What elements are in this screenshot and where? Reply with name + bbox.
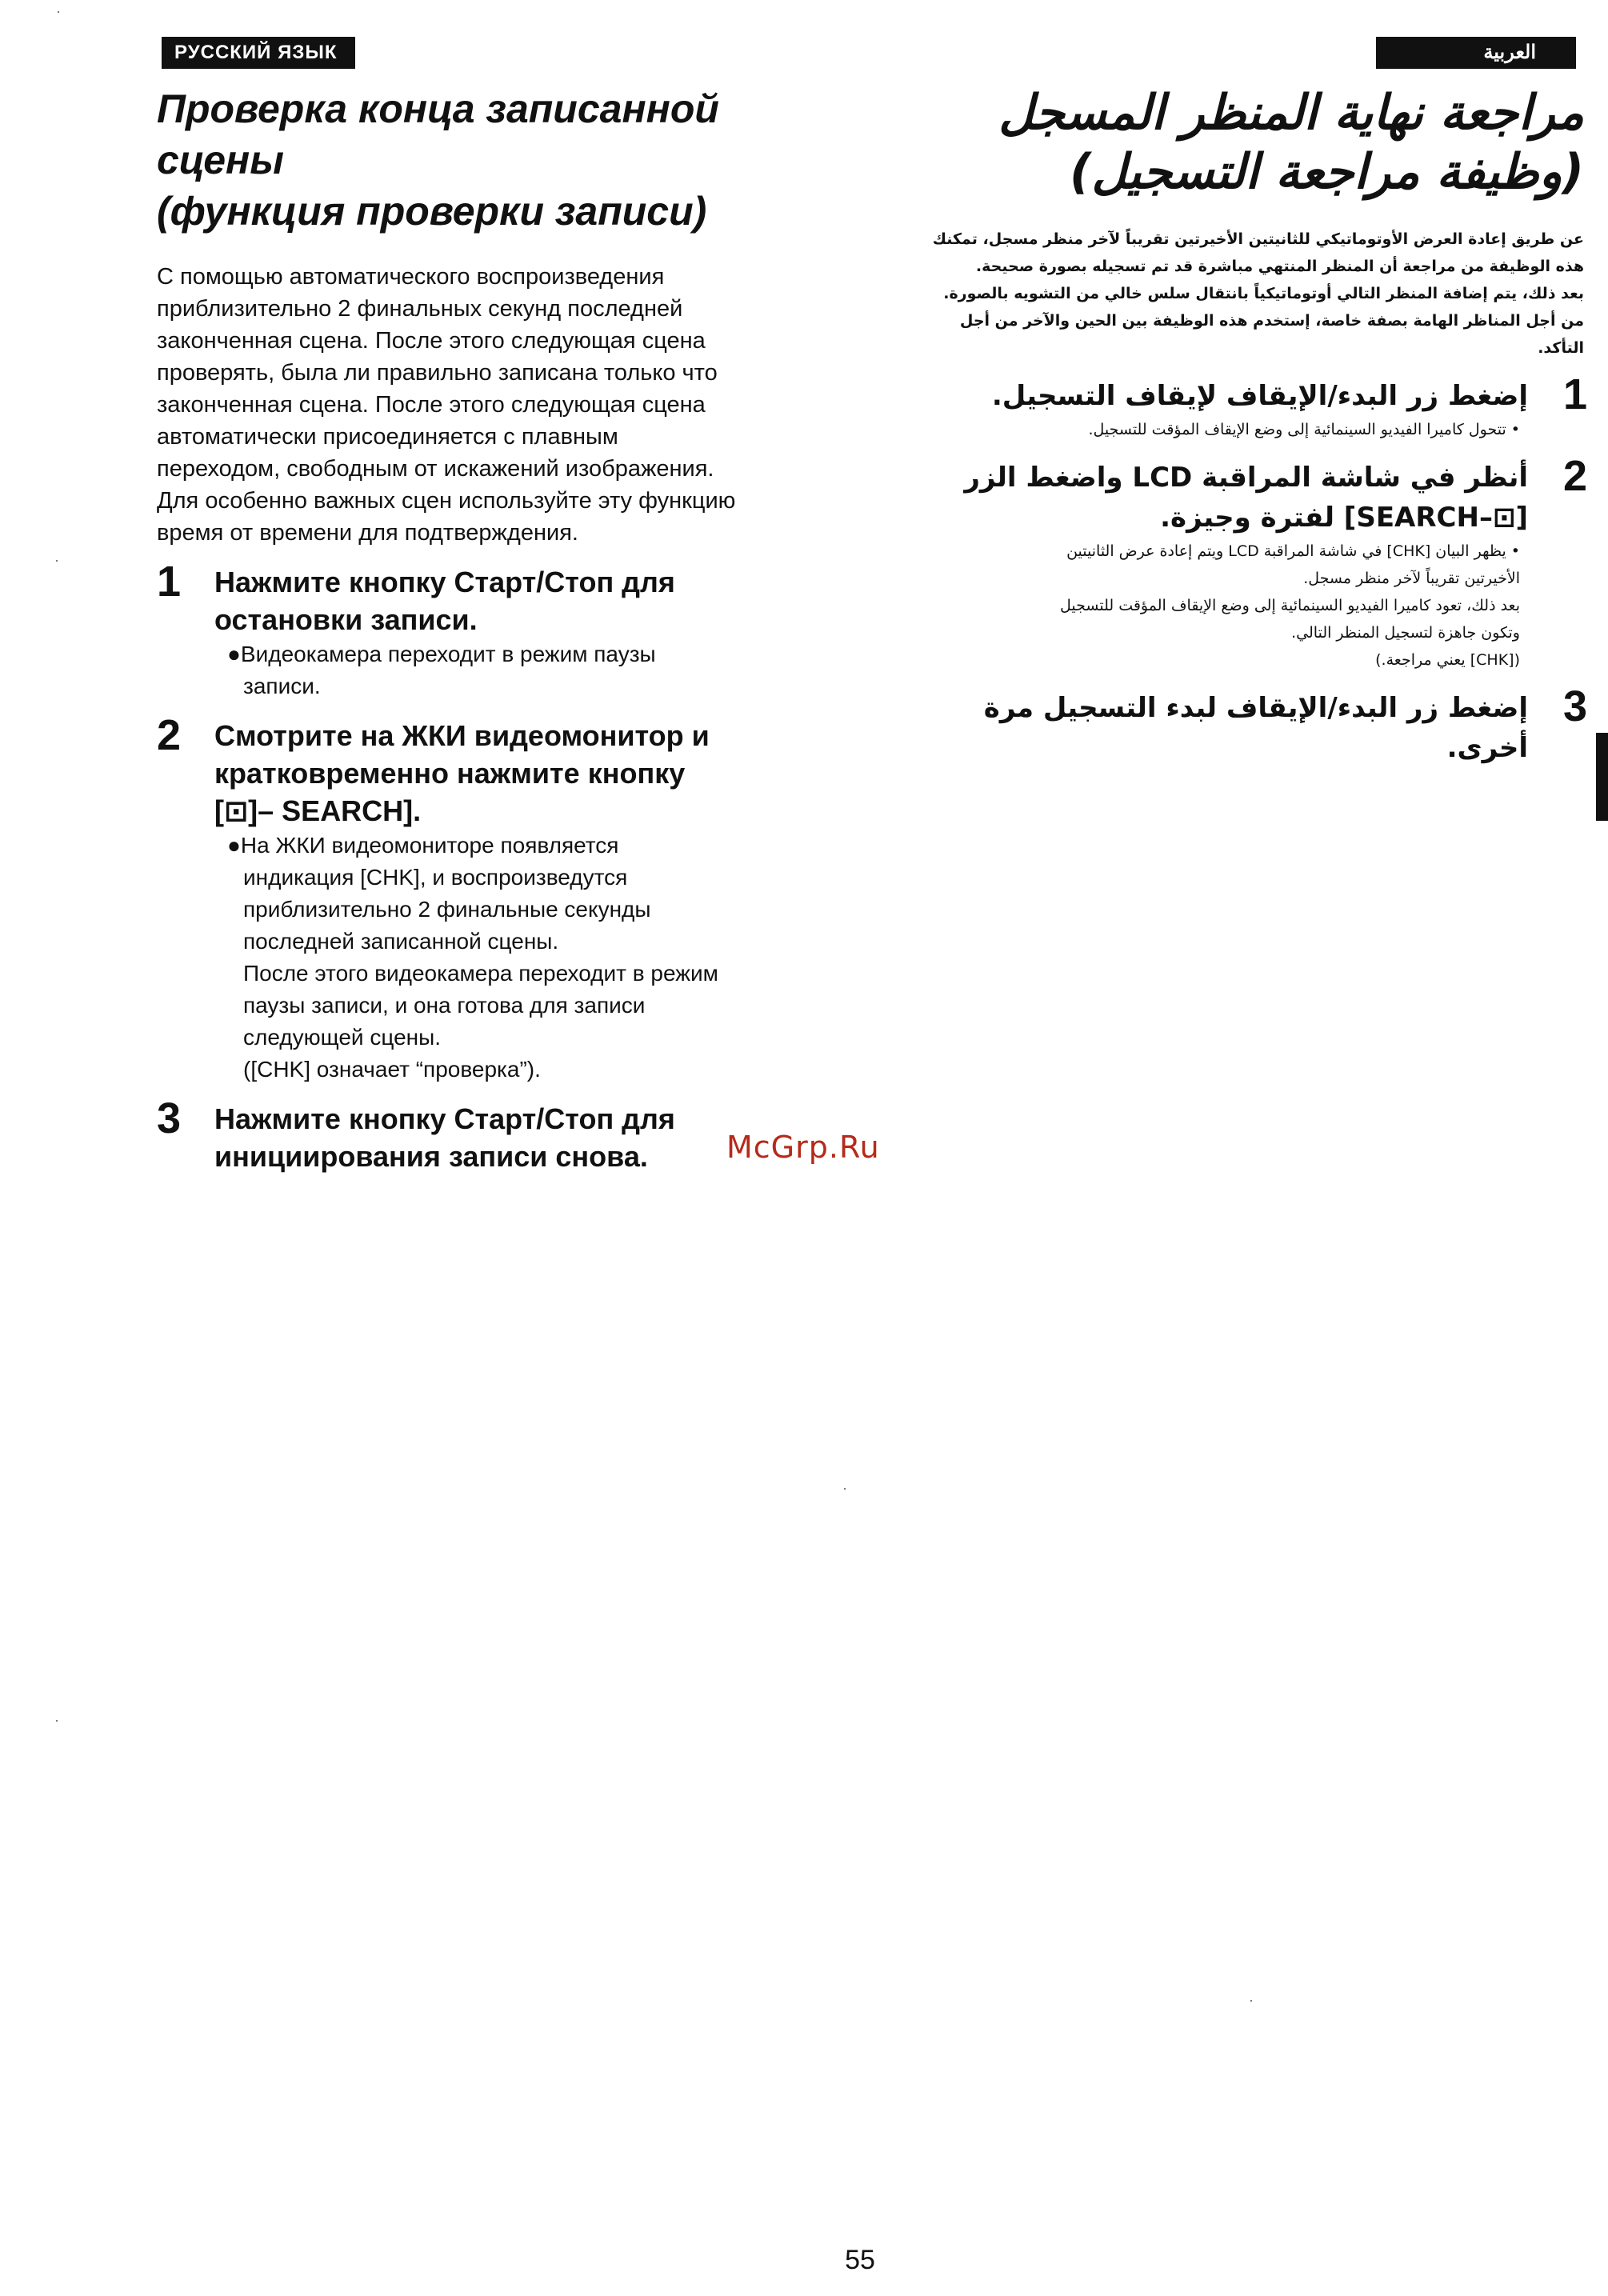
note-line: وتكون جاهزة لتسجيل المنظر التالي. [1291,624,1520,642]
intro-line: التأكد. [1538,339,1584,357]
intro-line: عن طريق إعادة العرض الأوتوماتيكي للثانيتين الأخيرتين تقريباً لآخر منظر مسجل، تمكنك [932,230,1584,248]
watermark: McGrp.Ru [726,1130,880,1165]
step-heading [214,563,813,638]
step-heading [920,376,1528,416]
page-title-arabic [920,83,1584,202]
note-line: ([CHK] يعني مراجعة.) [1375,651,1520,669]
intro-line: проверять, была ли правильно записана только что [157,360,718,386]
note-line: индикация [CHK], и воспроизведутся [243,865,628,890]
step-heading-line: إضغط زر البدء/الإيقاف لبدء التسجيل مرة أخرى. [983,692,1528,764]
note-line: الأخيرتين تقريباً لآخر منظر مسجل. [1303,570,1520,587]
step-heading-line: أنظر في شاشة المراقبة LCD واضغط الزر [964,462,1528,494]
step-2-russian [157,711,813,1086]
step-note [920,538,1520,674]
step-heading-line: [⊡–SEARCH] لفترة وجيزة. [1160,502,1528,534]
step-note [227,638,813,702]
title-line: сцены [157,138,284,182]
step-heading-line: Смотрите на ЖКИ видеомонитор и [214,719,710,752]
note-line: • تتحول كاميرا الفيديو السينمائية إلى وضع الإيقاف المؤقت للتسجيل. [1088,421,1520,438]
step-heading [214,717,813,830]
language-badge-russian: РУССКИЙ ЯЗЫК [162,37,355,69]
russian-column [157,83,813,1175]
step-heading [920,688,1528,768]
page-title-russian [157,83,813,237]
step-number: 2 [157,711,182,759]
intro-line: время от времени для подтверждения. [157,520,578,546]
step-heading-line: Нажмите кнопку Старт/Стоп для [214,566,675,598]
step-heading-line: остановки записи. [214,603,478,636]
note-line: следующей сцены. [243,1025,442,1050]
step-3-arabic [920,682,1587,768]
intro-line: من أجل المناظر الهامة بصفة خاصة، إستخدم هذه الوظيفة بين الحين والآخر من أجل [959,312,1584,330]
step-2-arabic [920,452,1587,674]
scan-speck [844,1488,846,1490]
arabic-column [920,83,1587,768]
intro-line: приблизительно 2 финальных секунд последней [157,296,683,322]
title-line: (функция проверки записи) [157,189,707,234]
note-line: записи. [243,674,321,698]
step-heading-line: инициирования записи снова. [214,1140,648,1173]
intro-paragraph-arabic [920,226,1584,362]
note-line: ●Видеокамера переходит в режим паузы [227,642,656,666]
step-heading-line: [⊡]– SEARCH]. [214,794,422,827]
note-line: приблизительно 2 финальные секунды [243,897,651,922]
intro-line: законченная сцена. После этого следующая сцена [157,328,706,354]
intro-line: هذه الوظيفة من مراجعة أن المنظر المنتهي مباشرة قد تم تسجيله بصورة صحيحة. [975,258,1584,275]
scan-speck [56,560,58,562]
step-number: 3 [1562,682,1587,730]
note-line: • يظهر البيان [CHK] في شاشة المراقبة LCD ويتم إعادة عرض الثانيتين [1066,542,1520,560]
step-number: 2 [1562,452,1587,500]
step-number: 1 [157,558,182,606]
step-heading [920,458,1528,538]
title-line: مراجعة نهاية المنظر المسجل [998,85,1584,141]
intro-line: законченная сцена. После этого следующая сцена [157,392,706,418]
intro-line: بعد ذلك، يتم إضافة المنظر التالي أوتوماتيكياً بانتقال سلس خالي من التشويه بالصورة. [943,285,1584,302]
step-note [227,830,813,1086]
note-line: ([CHK] означает “проверка”). [243,1057,541,1082]
section-tab-marker [1596,733,1608,821]
step-heading-line: Нажмите кнопку Старт/Стоп для [214,1102,675,1135]
page-number: 55 [845,2245,875,2275]
intro-line: переходом, свободным от искажений изображения. [157,456,714,482]
step-heading-line: кратковременно нажмите кнопку [214,757,686,790]
title-line: Проверка конца записанной [157,86,719,131]
note-line: паузы записи, и она готова для записи [243,993,646,1018]
intro-line: С помощью автоматического воспроизведения [157,264,665,290]
language-badge-arabic: العربية [1376,37,1576,69]
step-number: 1 [1562,370,1587,418]
step-1-arabic [920,370,1587,443]
intro-paragraph-russian [157,261,813,549]
step-1-russian [157,558,813,702]
step-number: 3 [157,1094,182,1142]
title-line: (وظيفة مراجعة التسجيل) [1070,144,1584,200]
note-line: После этого видеокамера переходит в режим [243,961,718,986]
note-line: последней записанной сцены. [243,929,559,954]
step-heading [214,1100,813,1175]
note-line: ●На ЖКИ видеомониторе появляется [227,833,619,858]
scan-speck [1250,2000,1252,2002]
intro-line: автоматически присоединяется с плавным [157,424,618,450]
step-note [920,416,1520,443]
step-3-russian [157,1094,813,1175]
intro-line: Для особенно важных сцен используйте эту функцию [157,488,736,514]
scan-speck [58,11,59,13]
step-heading-line: إضغط زر البدء/الإيقاف لإيقاف التسجيل. [991,380,1528,412]
scan-speck [56,1720,58,1722]
note-line: بعد ذلك، تعود كاميرا الفيديو السينمائية إلى وضع الإيقاف المؤقت للتسجيل [1060,597,1520,614]
